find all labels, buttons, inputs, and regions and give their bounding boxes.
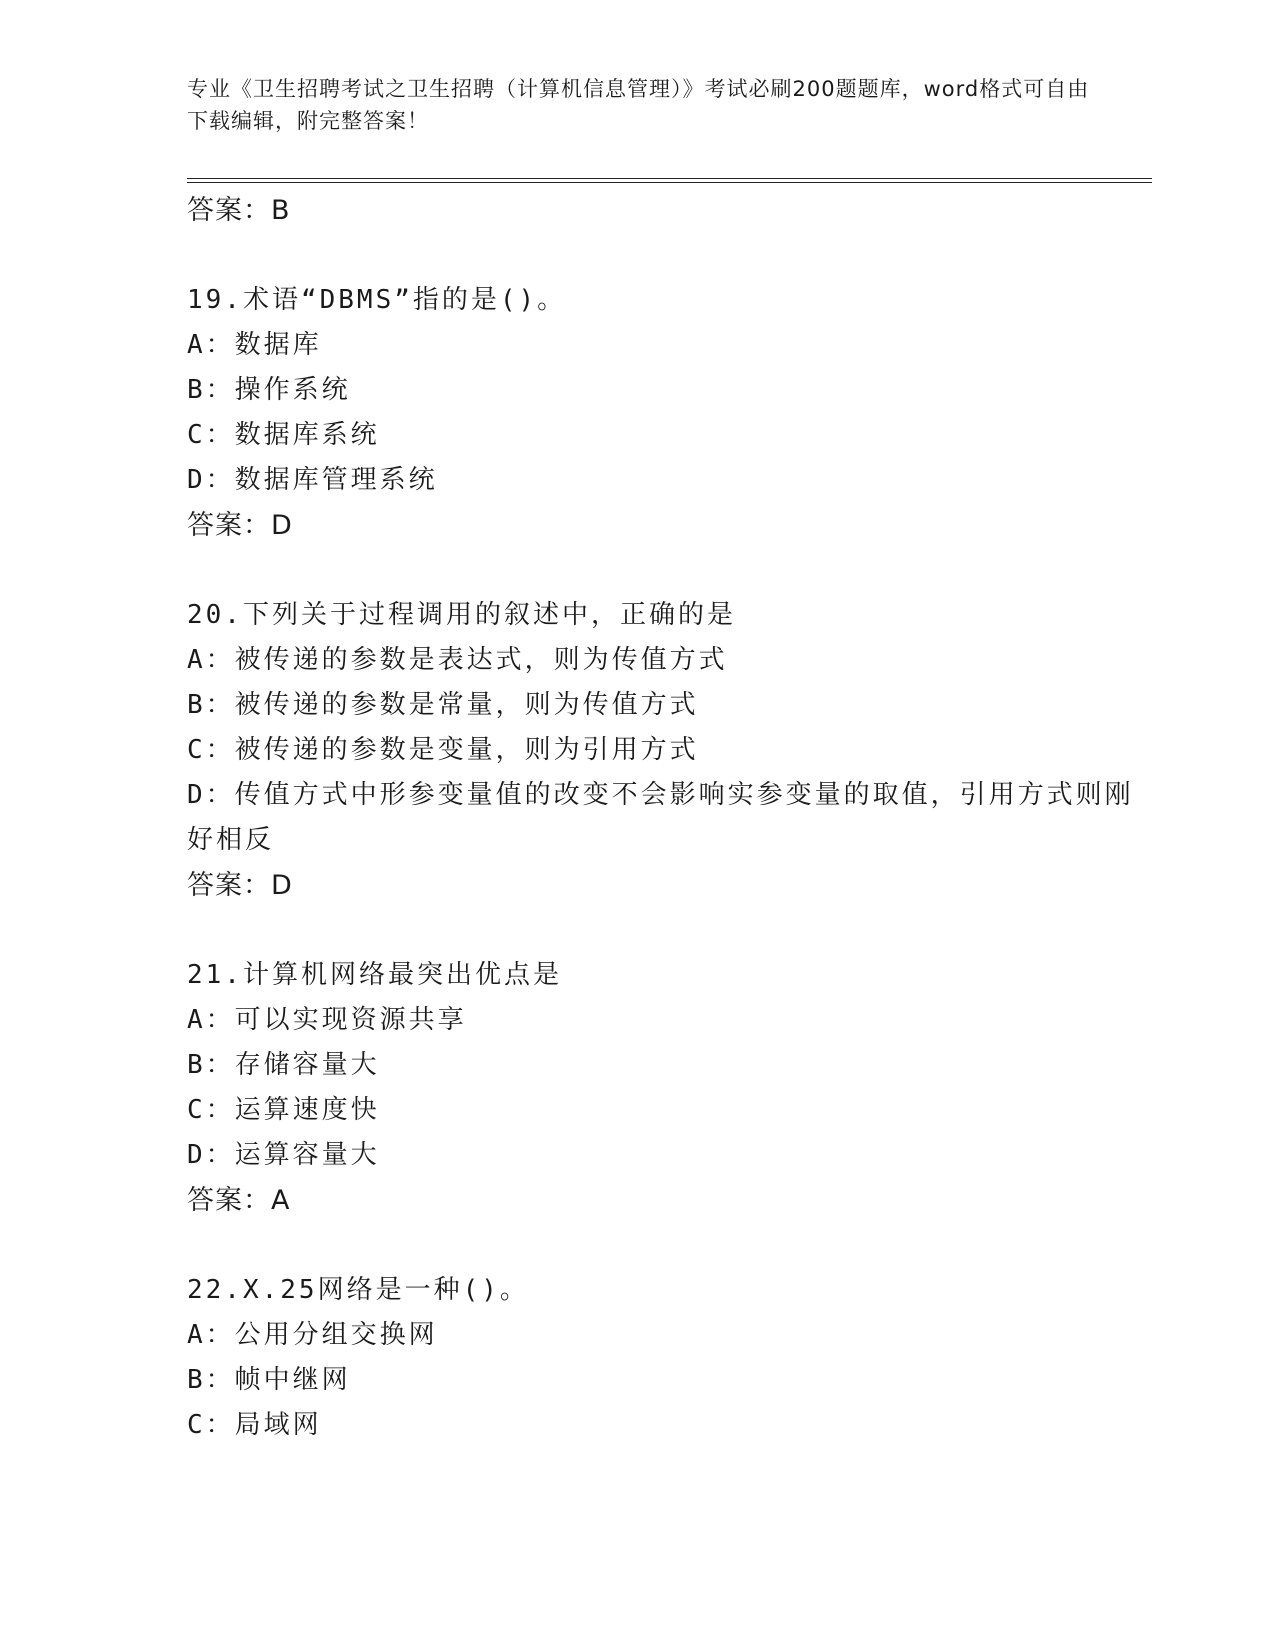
question-stem: 22.X.25网络是一种()。 bbox=[187, 1275, 529, 1305]
question-list bbox=[187, 188, 1147, 1448]
option-a: A：公用分组交换网 bbox=[187, 1320, 438, 1350]
option-a: A：可以实现资源共享 bbox=[187, 1005, 467, 1035]
question-stem: 19.术语“DBMS”指的是()。 bbox=[187, 285, 567, 315]
question-answer: 答案：D bbox=[187, 510, 293, 541]
question-answer: 答案：D bbox=[187, 870, 293, 901]
option-d: D：传值方式中形参变量值的改变不会影响实参变量的取值，引用方式则刚好相反 bbox=[187, 780, 1134, 855]
option-a: A：被传递的参数是表达式，则为传值方式 bbox=[187, 645, 728, 675]
option-d: D：数据库管理系统 bbox=[187, 465, 438, 495]
document-header: 专业《卫生招聘考试之卫生招聘（计算机信息管理）》考试必刷200题题库，word格式可自由下载编辑，附完整答案！ bbox=[187, 77, 1090, 133]
question-19 bbox=[187, 278, 1147, 548]
option-c: C：被传递的参数是变量，则为引用方式 bbox=[187, 735, 699, 765]
option-b: B：被传递的参数是常量，则为传值方式 bbox=[187, 690, 699, 720]
option-b: B：存储容量大 bbox=[187, 1050, 380, 1080]
question-21 bbox=[187, 953, 1147, 1223]
previous-answer: 答案：B bbox=[187, 195, 291, 226]
question-stem: 21.计算机网络最突出优点是 bbox=[187, 960, 562, 990]
question-stem: 20.下列关于过程调用的叙述中，正确的是 bbox=[187, 600, 736, 630]
option-b: B：帧中继网 bbox=[187, 1365, 351, 1395]
option-c: C：运算速度快 bbox=[187, 1095, 380, 1125]
option-c: C：局域网 bbox=[187, 1410, 322, 1440]
header-rule-top bbox=[187, 178, 1152, 179]
question-20 bbox=[187, 593, 1147, 908]
header-rule-bottom bbox=[187, 182, 1152, 183]
question-answer: 答案：A bbox=[187, 1185, 291, 1216]
option-b: B：操作系统 bbox=[187, 375, 351, 405]
option-d: D：运算容量大 bbox=[187, 1140, 380, 1170]
option-a: A：数据库 bbox=[187, 330, 322, 360]
question-22 bbox=[187, 1268, 1147, 1448]
option-c: C：数据库系统 bbox=[187, 420, 380, 450]
